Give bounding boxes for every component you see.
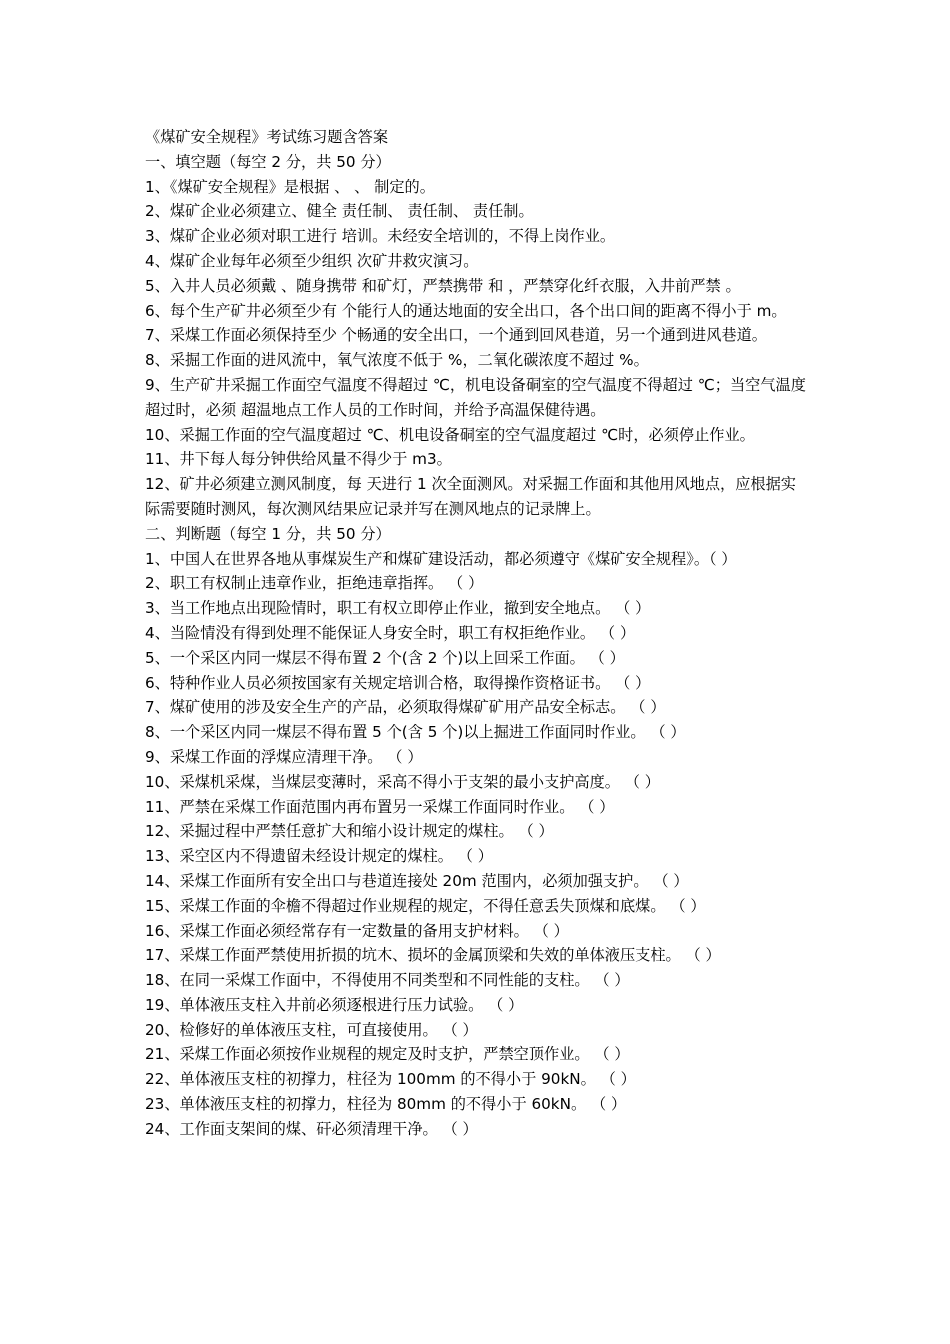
question-item: 4、当险情没有得到处理不能保证人身安全时，职工有权拒绝作业。 （ ）: [145, 623, 636, 642]
question-item: 4、煤矿企业每年必须至少组织 次矿井救灾演习。: [145, 251, 479, 270]
question-item: 21、采煤工作面必须按作业规程的规定及时支护，严禁空顶作业。 （ ）: [145, 1045, 630, 1064]
question-item: 6、特种作业人员必须按国家有关规定培训合格，取得操作资格证书。 （ ）: [145, 673, 651, 692]
question-item: 23、单体液压支柱的初撑力，柱径为 80mm 的不得小于 60kN。 （ ）: [145, 1095, 627, 1114]
question-item: 2、职工有权制止违章作业，拒绝违章指挥。 （ ）: [145, 574, 484, 593]
question-item: 24、工作面支架间的煤、矸必须清理干净。 （ ）: [145, 1119, 478, 1138]
question-item: 12、矿井必须建立测风制度，每 天进行 1 次全面测风。对采掘工作面和其他用风地点，应根据实际需要随时测风，每次测风结果应记录并写在测风地点的记录牌上。: [145, 475, 796, 518]
question-item: 9、生产矿井采掘工作面空气温度不得超过 ℃，机电设备硐室的空气温度不得超过 ℃；当空气温度超过时，必须 超温地点工作人员的工作时间，并给予高温保健待遇。: [145, 375, 806, 419]
question-item: 6、每个生产矿井必须至少有 个能行人的通达地面的安全出口，各个出口间的距离不得小于 m。: [145, 301, 787, 320]
question-item: 22、单体液压支柱的初撑力，柱径为 100mm 的不得小于 90kN。 （ ）: [145, 1070, 636, 1089]
document-title: 《煤矿安全规程》考试练习题含答案: [145, 128, 388, 146]
question-item: 10、采煤机采煤，当煤层变薄时，采高不得小于支架的最小支护高度。 （ ）: [145, 772, 660, 791]
question-item: 9、采煤工作面的浮煤应清理干净。 （ ）: [145, 747, 423, 766]
question-item: 7、煤矿使用的涉及安全生产的产品，必须取得煤矿矿用产品安全标志。 （ ）: [145, 698, 666, 717]
question-item: 3、当工作地点出现险情时，职工有权立即停止作业，撤到安全地点。 （ ）: [145, 599, 651, 618]
question-item: 11、严禁在采煤工作面范围内再布置另一采煤工作面同时作业。 （ ）: [145, 797, 615, 816]
question-item: 16、采煤工作面必须经常存有一定数量的备用支护材料。 （ ）: [145, 921, 569, 940]
question-item: 19、单体液压支柱入井前必须逐根进行压力试验。 （ ）: [145, 995, 524, 1014]
question-item: 15、采煤工作面的伞檐不得超过作业规程的规定，不得任意丢失顶煤和底煤。 （ ）: [145, 896, 706, 915]
question-item: 14、采煤工作面所有安全出口与巷道连接处 20m 范围内，必须加强支护。 （ ）: [145, 871, 689, 890]
question-item: 3、煤矿企业必须对职工进行 培训。未经安全培训的，不得上岗作业。: [145, 227, 616, 246]
question-item: 8、一个采区内同一煤层不得布置 5 个(含 5 个)以上掘进工作面同时作业。 （ ）: [145, 723, 686, 742]
question-item: 18、在同一采煤工作面中，不得使用不同类型和不同性能的支柱。 （ ）: [145, 971, 630, 990]
document-page: [145, 125, 810, 1142]
question-item: 7、采煤工作面必须保持至少 个畅通的安全出口，一个通到回风巷道，另一个通到进风巷道。: [145, 326, 767, 345]
question-item: 5、入井人员必须戴 、随身携带 和矿灯，严禁携带 和 ，严禁穿化纤衣服，入井前严禁 。: [145, 276, 741, 295]
question-item: 10、采掘工作面的空气温度超过 ℃、机电设备硐室的空气温度超过 ℃时，必须停止作业。: [145, 425, 755, 444]
question-item: 17、采煤工作面严禁使用折损的坑木、损坏的金属顶梁和失效的单体液压支柱。 （ ）: [145, 946, 721, 965]
question-item: 5、一个采区内同一煤层不得布置 2 个(含 2 个)以上回采工作面。 （ ）: [145, 648, 625, 667]
question-item: 8、采掘工作面的进风流中，氧气浓度不低于 %，二氧化碳浓度不超过 %。: [145, 351, 649, 370]
question-item: 20、检修好的单体液压支柱，可直接使用。 （ ）: [145, 1020, 478, 1039]
question-item: 1、中国人在世界各地从事煤炭生产和煤矿建设活动，都必须遵守《煤矿安全规程》。（ ）: [145, 549, 737, 568]
question-item: 2、煤矿企业必须建立、健全 责任制、 责任制、 责任制。: [145, 202, 534, 221]
question-item: 12、采掘过程中严禁任意扩大和缩小设计规定的煤柱。 （ ）: [145, 822, 554, 841]
section-heading-true-false: 二、判断题（每空 1 分，共 50 分）: [145, 524, 391, 543]
question-item: 13、采空区内不得遗留未经设计规定的煤柱。 （ ）: [145, 847, 493, 866]
question-item: 11、井下每人每分钟供给风量不得少于 m3。: [145, 450, 452, 469]
section-heading-fill-in: 一、填空题（每空 2 分，共 50 分）: [145, 152, 391, 171]
question-item: 1、《煤矿安全规程》是根据 、 、 制定的。: [145, 177, 435, 196]
